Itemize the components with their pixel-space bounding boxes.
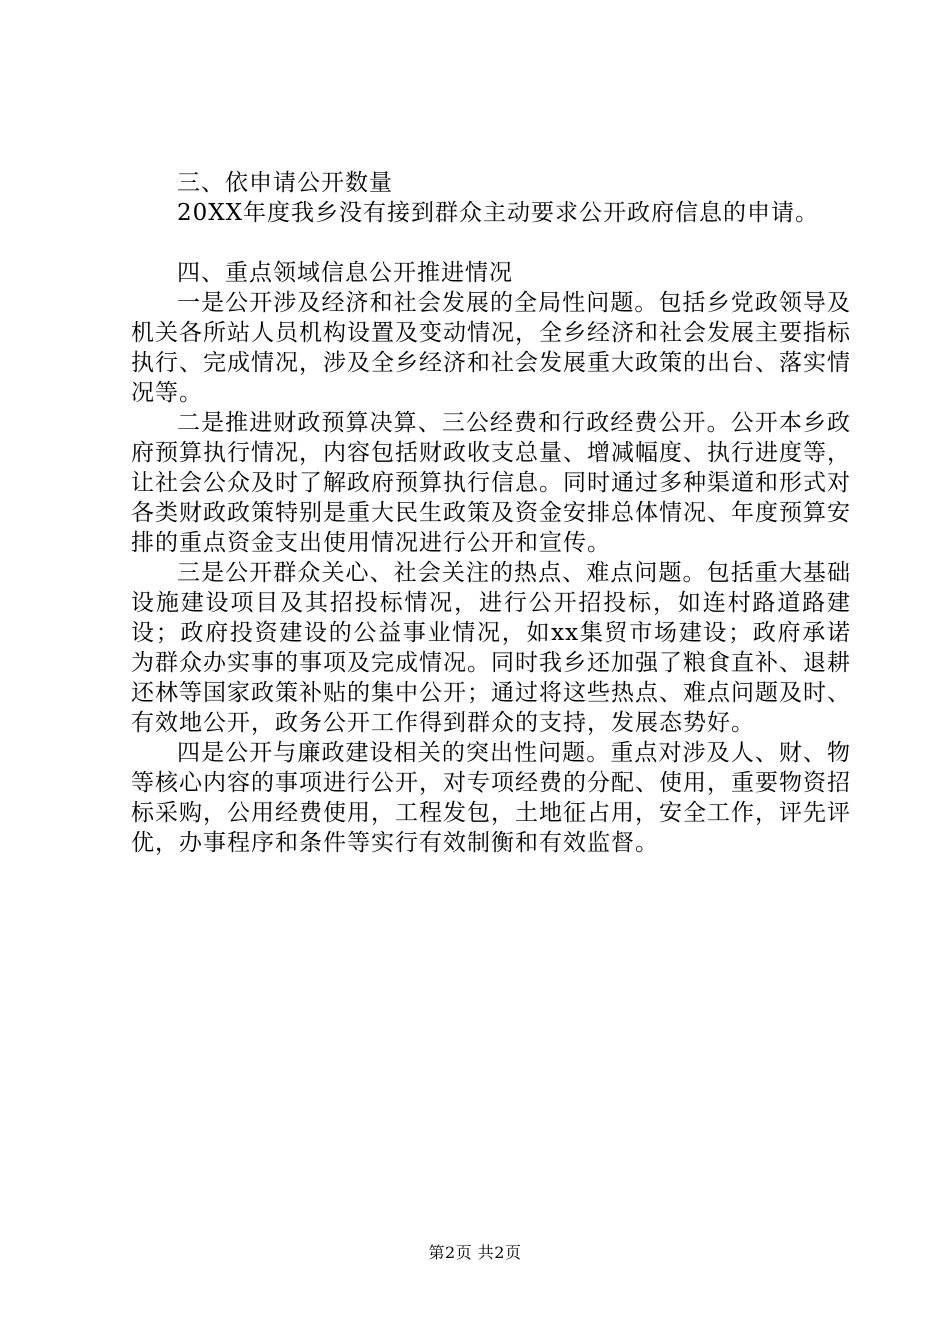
section-4-paragraph-1: 一是公开涉及经济和社会发展的全局性问题。包括乡党政领导及机关各所站人员机构设置及变动情况，全乡经济和社会发展主要指标执行、完成情况，涉及全乡经济和社会发展重大政策的出台、落实情况等。 bbox=[131, 290, 851, 406]
section-4-paragraph-2: 二是推进财政预算决算、三公经费和行政经费公开。公开本乡政府预算执行情况，内容包括财政收支总量、增减幅度、执行进度等，让社会公众及时了解政府预算执行信息。同时通过多种渠道和形式对各类财政政策特别是重大民生政策及资金安排总体情况、年度预算安排的重点资金支出使用情况进行公开和宣传。 bbox=[131, 410, 851, 556]
section-4-paragraph-3: 三是公开群众关心、社会关注的热点、难点问题。包括重大基础设施建设项目及其招投标情况，进行公开招投标，如连村路道路建设；政府投资建设的公益事业情况，如xx集贸市场建设；政府承诺为群众办实事的事项及完成情况。同时我乡还加强了粮食直补、退耕还林等国家政策补贴的集中公开；通过将这些热点、难点问题及时、有效地公开，政务公开工作得到群众的支持，发展态势好。 bbox=[131, 560, 851, 736]
section-gap bbox=[131, 228, 851, 258]
section-3-heading: 三、依申请公开数量 bbox=[177, 170, 393, 196]
page-number-footer: 第2页 共2页 bbox=[428, 1243, 522, 1262]
section-4-paragraph-4: 四是公开与廉政建设相关的突出性问题。重点对涉及人、财、物等核心内容的事项进行公开，对专项经费的分配、使用，重要物资招标采购，公用经费使用，工程发包，土地征占用，安全工作，评先评优，办事程序和条件等实行有效制衡和有效监督。 bbox=[131, 740, 851, 856]
section-3-paragraph: 20XX年度我乡没有接到群众主动要求公开政府信息的申请。 bbox=[177, 200, 820, 226]
section-4-heading: 四、重点领域信息公开推进情况 bbox=[177, 260, 513, 286]
document-body bbox=[131, 168, 851, 858]
